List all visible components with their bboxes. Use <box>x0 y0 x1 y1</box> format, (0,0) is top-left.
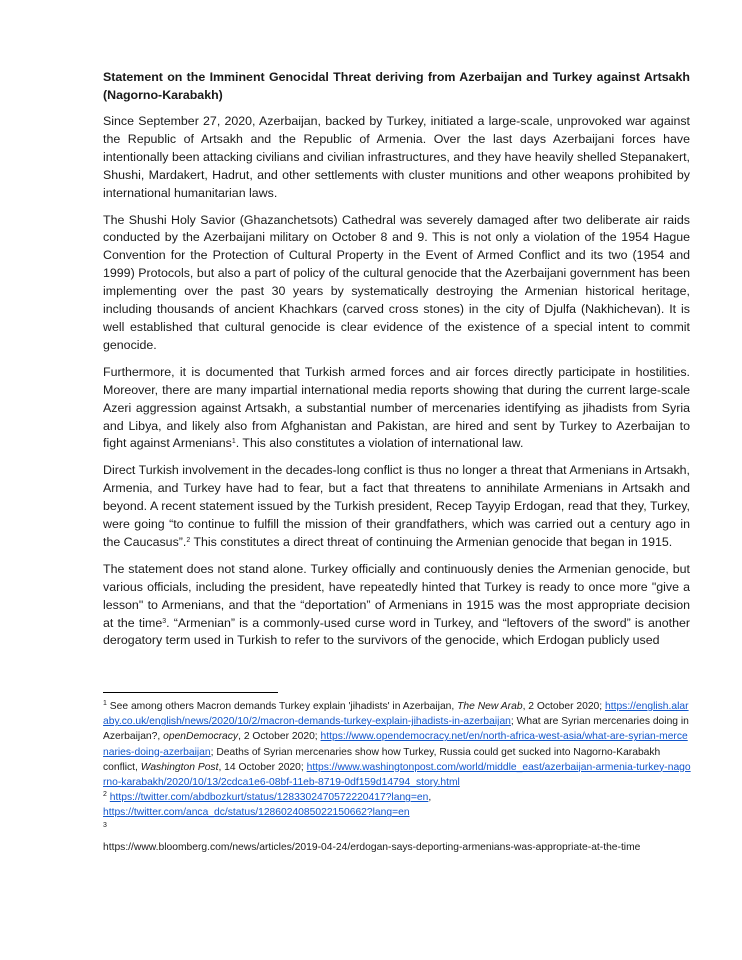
footnote-link[interactable]: https://english.alaraby.co.uk/english/news/2020/10/2/macron-demands-turkey-explain-jihadists-in-azerbaijan <box>103 701 689 728</box>
paragraph-4-text: Direct Turkish involvement in the decades-long conflict is thus no longer a threat that Armenians in Artsakh, Armenia, and Turkey have had to fear, but a fact that threatens to annihilate Armenians in Artsakh and beyond. A recent statement issued by the Turkish president, Recep Tayyip Erdogan, read that they, Turkey, were going “to continue to fulfill the mission of their grandfathers, which was carried out a century ago in the Caucasus”. <box>103 463 690 549</box>
footnote-number: 2 <box>103 791 107 799</box>
footnote-text: ; What are Syrian mercenaries doing in Azerbaijan?, <box>103 716 689 743</box>
paragraph-3-text-end: . This also constitutes a violation of international law. <box>235 436 524 451</box>
footnote-text: , 2 October 2020; <box>522 701 605 712</box>
paragraph-5-text: The statement does not stand alone. Turkey officially and continuously denies the Armenian genocide, but various officials, including the president, have repeatedly hinted that Turkey is ready to once more "give a lesson" to Armenians, and that the “deportation” of Armenians in 1915 was the most appropriate decision at the time <box>103 561 690 630</box>
paragraph-1: Since September 27, 2020, Azerbaijan, backed by Turkey, initiated a large-scale, unprovoked war against the Republic of Artsakh and the Republic of Armenia. Over the last days Azerbaijani forces have intentionally been attacking civilians and civilian infrastructures, and they have heavily shelled Stepanakert, Shushi, Mardakert, Hadrut, and other settlements with cluster munitions and other weapons prohibited by international humanitarian laws. <box>103 114 690 200</box>
paragraph-5 <box>103 561 690 651</box>
footnotes <box>103 699 693 855</box>
paragraph-4 <box>103 462 690 552</box>
footnote-3-url: https://www.bloomberg.com/news/articles/2019-04-24/erdogan-says-deporting-armenians-was-appropriate-at-the-time <box>103 841 641 853</box>
source-name: The New Arab <box>457 701 523 712</box>
paragraph-3 <box>103 364 690 454</box>
footnote-ref-3[interactable]: 3 <box>162 617 167 625</box>
document-title: Statement on the Imminent Genocidal Threat deriving from Azerbaijan and Turkey against Artsakh (Nagorno-Karabakh) <box>103 70 690 102</box>
footnote-text: ; Deaths of Syrian mercenaries show how Turkey, Russia could get sucked into Nagorno-Karabakh conflict, <box>103 746 661 773</box>
footnote-text: , 14 October 2020; <box>218 761 307 773</box>
source-name: openDemocracy <box>163 731 239 743</box>
paragraph-2: The Shushi Holy Savior (Ghazanchetsots) Cathedral was severely damaged after two deliberate air raids conducted by the Azerbaijani military on October 8 and 9. This is not only a violation of the 1954 Hague Convention for the Protection of Cultural Property in the Event of Armed Conflict and its two (1954 and 1999) Protocols, but also a part of policy of the cultural genocide that the Azerbaijani government has been implementing over the past 30 years by systematically destroying the Armenian historical heritage, including thousands of ancient Khachkars (carved cross stones) in the city of Djulfa (Nakhichevan). It is well established that cultural genocide is clear evidence of the existence of a special intent to commit genocide. <box>103 212 690 352</box>
footnote-number: 1 <box>103 700 107 707</box>
footnote-link[interactable]: https://www.opendemocracy.net/en/north-africa-west-asia/what-are-syrian-mercenaries-doing-azerbaijan <box>103 731 688 758</box>
footnote-link[interactable]: https://twitter.com/anca_dc/status/1286024085022150662?lang=en <box>103 807 410 819</box>
paragraph-5-text-end: . “Armenian” is a commonly-used curse word in Turkey, and “leftovers of the sword” is another derogatory term used in Turkish to refer to the survivors of the genocide, which Erdogan publicly used <box>103 615 690 648</box>
paragraph-4-text-end: This constitutes a direct threat of continuing the Armenian genocide that began in 1915. <box>190 534 673 549</box>
footnote-separator-text: , <box>428 792 432 804</box>
footnote-separator <box>103 692 278 693</box>
footnote-link[interactable]: https://www.washingtonpost.com/world/middle_east/azerbaijan-armenia-turkey-nagorno-karabakh/2020/10/13/2cdca1e6-08bf-11eb-8719-0df159d14794_story.html <box>103 761 691 789</box>
footnote-text: , 2 October 2020; <box>238 731 321 743</box>
footnote-1 <box>103 699 693 790</box>
paragraph-3-text: Furthermore, it is documented that Turkish armed forces and air forces directly participate in hostilities. Moreover, there are many impartial international media reports showing that during the current large-scale Azeri aggression against Artsakh, a substantial number of mercenaries identifying as jihadists from Syria and Libya, and likely also from Afghanistan and Pakistan, are hired and sent by Turkey to Azerbaijan to fight against Armenians <box>103 364 690 451</box>
footnote-ref-2[interactable]: 2 <box>186 536 191 544</box>
footnote-number: 3 <box>103 821 107 829</box>
source-name: Washington Post <box>140 761 219 773</box>
document-body <box>103 68 690 659</box>
footnote-text: See among others Macron demands Turkey explain 'jihadists' in Azerbaijan, <box>106 701 458 712</box>
footnote-link[interactable]: https://twitter.com/abdbozkurt/status/1283302470572220417?lang=en <box>109 792 429 804</box>
footnote-3 <box>103 821 693 836</box>
footnote-ref-1[interactable]: 1 <box>231 438 236 446</box>
footnote-2 <box>103 790 693 820</box>
